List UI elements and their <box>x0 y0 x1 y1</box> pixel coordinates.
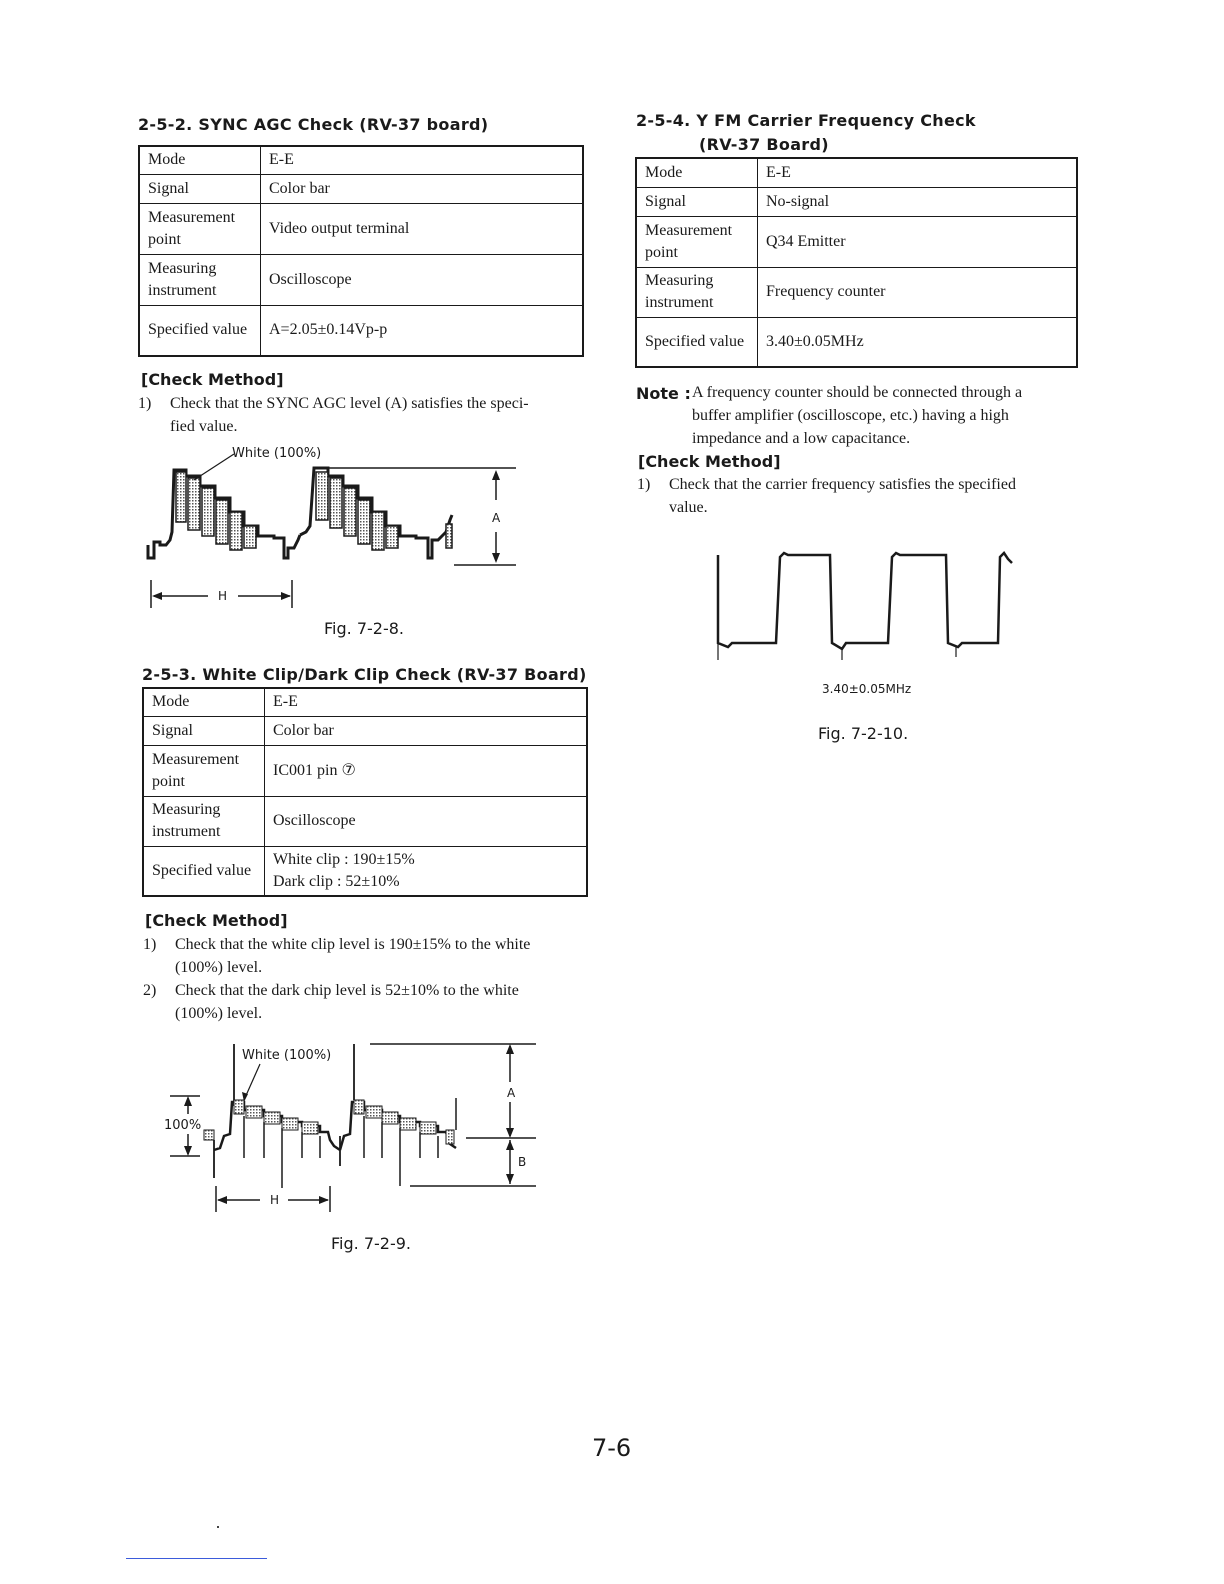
section-253-step-2 <box>143 979 603 1025</box>
fig-7-2-8-caption: Fig. 7-2-8. <box>324 619 404 638</box>
row-label: Measurement point <box>143 745 265 796</box>
table-row <box>139 174 583 203</box>
row-label: Specified value <box>636 317 758 367</box>
row-label: Specified value <box>143 846 265 896</box>
section-254-note <box>636 381 1086 453</box>
label-a: A <box>492 511 501 525</box>
row-value: A=2.05±0.14Vp-p <box>261 305 584 356</box>
row-label: Measuring instrument <box>636 267 758 317</box>
row-label: Specified value <box>139 305 261 356</box>
section-253-title: 2-5-3. White Clip/Dark Clip Check (RV-37 Board) <box>142 665 587 684</box>
table-row <box>139 203 583 254</box>
row-label: Measuring instrument <box>143 796 265 846</box>
row-label: Mode <box>143 688 265 716</box>
section-252-check-method-title: [Check Method] <box>141 370 284 389</box>
section-254-step-1 <box>637 473 1087 519</box>
step-text-line2: (100%) level. <box>175 959 263 976</box>
frequency-label: 3.40±0.05MHz <box>822 682 912 696</box>
row-value: Color bar <box>261 174 584 203</box>
section-254-title-line1: 2-5-4. Y FM Carrier Frequency Check <box>636 111 976 130</box>
row-label: Signal <box>143 716 265 745</box>
step-text-line2: fied value. <box>170 418 238 435</box>
table-row <box>636 317 1077 367</box>
row-label: Measurement point <box>139 203 261 254</box>
step-text-line1: Check that the carrier frequency satisfies the specified <box>669 476 1016 493</box>
row-label: Measuring instrument <box>139 254 261 305</box>
row-label: Mode <box>139 146 261 174</box>
step-number: 2) <box>143 982 157 999</box>
section-254-check-method-title: [Check Method] <box>638 452 781 471</box>
label-100-percent: 100% <box>164 1118 202 1133</box>
row-value <box>265 846 588 896</box>
row-value: 3.40±0.05MHz <box>758 317 1078 367</box>
page-number: 7-6 <box>592 1434 632 1462</box>
clip-waveform-1 <box>204 1100 340 1188</box>
row-label: Signal <box>636 187 758 216</box>
row-value: Color bar <box>265 716 588 745</box>
square-wave-trace <box>718 553 1012 649</box>
table-row <box>143 745 587 796</box>
row-value: Video output terminal <box>261 203 584 254</box>
label-white-100: White (100%) <box>232 446 322 461</box>
color-bar-steps-1 <box>148 470 300 558</box>
row-value: Oscilloscope <box>261 254 584 305</box>
step-text-line2: (100%) level. <box>175 1005 263 1022</box>
fig-7-2-10-caption: Fig. 7-2-10. <box>818 724 909 743</box>
scan-speck <box>217 1526 219 1528</box>
table-row <box>636 267 1077 317</box>
table-row <box>139 305 583 356</box>
step-text-line1: Check that the SYNC AGC level (A) satisfies the speci- <box>170 395 529 412</box>
note-line-1: A frequency counter should be connected through a <box>692 384 1023 401</box>
label-h: H <box>218 589 228 603</box>
row-value: E-E <box>758 158 1078 187</box>
row-label: Mode <box>636 158 758 187</box>
section-252-spec-table <box>138 145 584 357</box>
table-row <box>143 796 587 846</box>
step-number: 1) <box>143 936 157 953</box>
step-text-line1: Check that the dark chip level is 52±10% to the white <box>175 982 519 999</box>
white-clip-value: White clip : 190±15% <box>273 850 415 868</box>
section-253-step-1 <box>143 933 603 979</box>
row-label: Measurement point <box>636 216 758 267</box>
label-a: A <box>507 1086 516 1100</box>
table-row <box>636 216 1077 267</box>
table-row <box>636 158 1077 187</box>
bottom-rule <box>126 1558 267 1559</box>
label-b: B <box>518 1155 527 1169</box>
row-value: IC001 pin ⑦ <box>265 745 588 796</box>
clip-waveform-2 <box>340 1098 456 1186</box>
row-value: Q34 Emitter <box>758 216 1078 267</box>
section-253-spec-table <box>142 687 588 897</box>
dimension-b-arrow <box>506 1140 514 1184</box>
row-value: No-signal <box>758 187 1078 216</box>
table-row <box>143 846 587 896</box>
step-text-line1: Check that the white clip level is 190±15% to the white <box>175 936 531 953</box>
label-white-100: White (100%) <box>242 1048 332 1063</box>
section-253-check-method-title: [Check Method] <box>145 911 288 930</box>
section-252-step-1 <box>138 392 598 440</box>
note-label: Note : <box>636 384 691 403</box>
fig-7-2-8-waveform <box>138 440 538 615</box>
row-value: Oscilloscope <box>265 796 588 846</box>
step-number: 1) <box>637 476 651 493</box>
fig-7-2-9-caption: Fig. 7-2-9. <box>331 1234 411 1253</box>
section-254-title-line2: (RV-37 Board) <box>699 135 829 154</box>
table-row <box>139 146 583 174</box>
section-252-title: 2-5-2. SYNC AGC Check (RV-37 board) <box>138 115 489 134</box>
row-value: E-E <box>265 688 588 716</box>
table-row <box>636 187 1077 216</box>
section-254-spec-table <box>635 157 1078 368</box>
note-line-2: buffer amplifier (oscilloscope, etc.) having a high <box>692 407 1009 424</box>
fig-7-2-9-waveform <box>160 1040 540 1220</box>
color-bar-steps-2 <box>300 468 452 558</box>
dark-clip-value: Dark clip : 52±10% <box>273 872 400 890</box>
step-text-line2: value. <box>669 499 708 516</box>
label-h: H <box>270 1193 280 1207</box>
step-number: 1) <box>138 395 152 412</box>
fig-7-2-10-square-wave <box>700 545 1030 665</box>
table-row <box>139 254 583 305</box>
table-row <box>143 688 587 716</box>
row-value: E-E <box>261 146 584 174</box>
note-line-3: impedance and a low capacitance. <box>692 430 911 447</box>
table-row <box>143 716 587 745</box>
row-value: Frequency counter <box>758 267 1078 317</box>
row-label: Signal <box>139 174 261 203</box>
